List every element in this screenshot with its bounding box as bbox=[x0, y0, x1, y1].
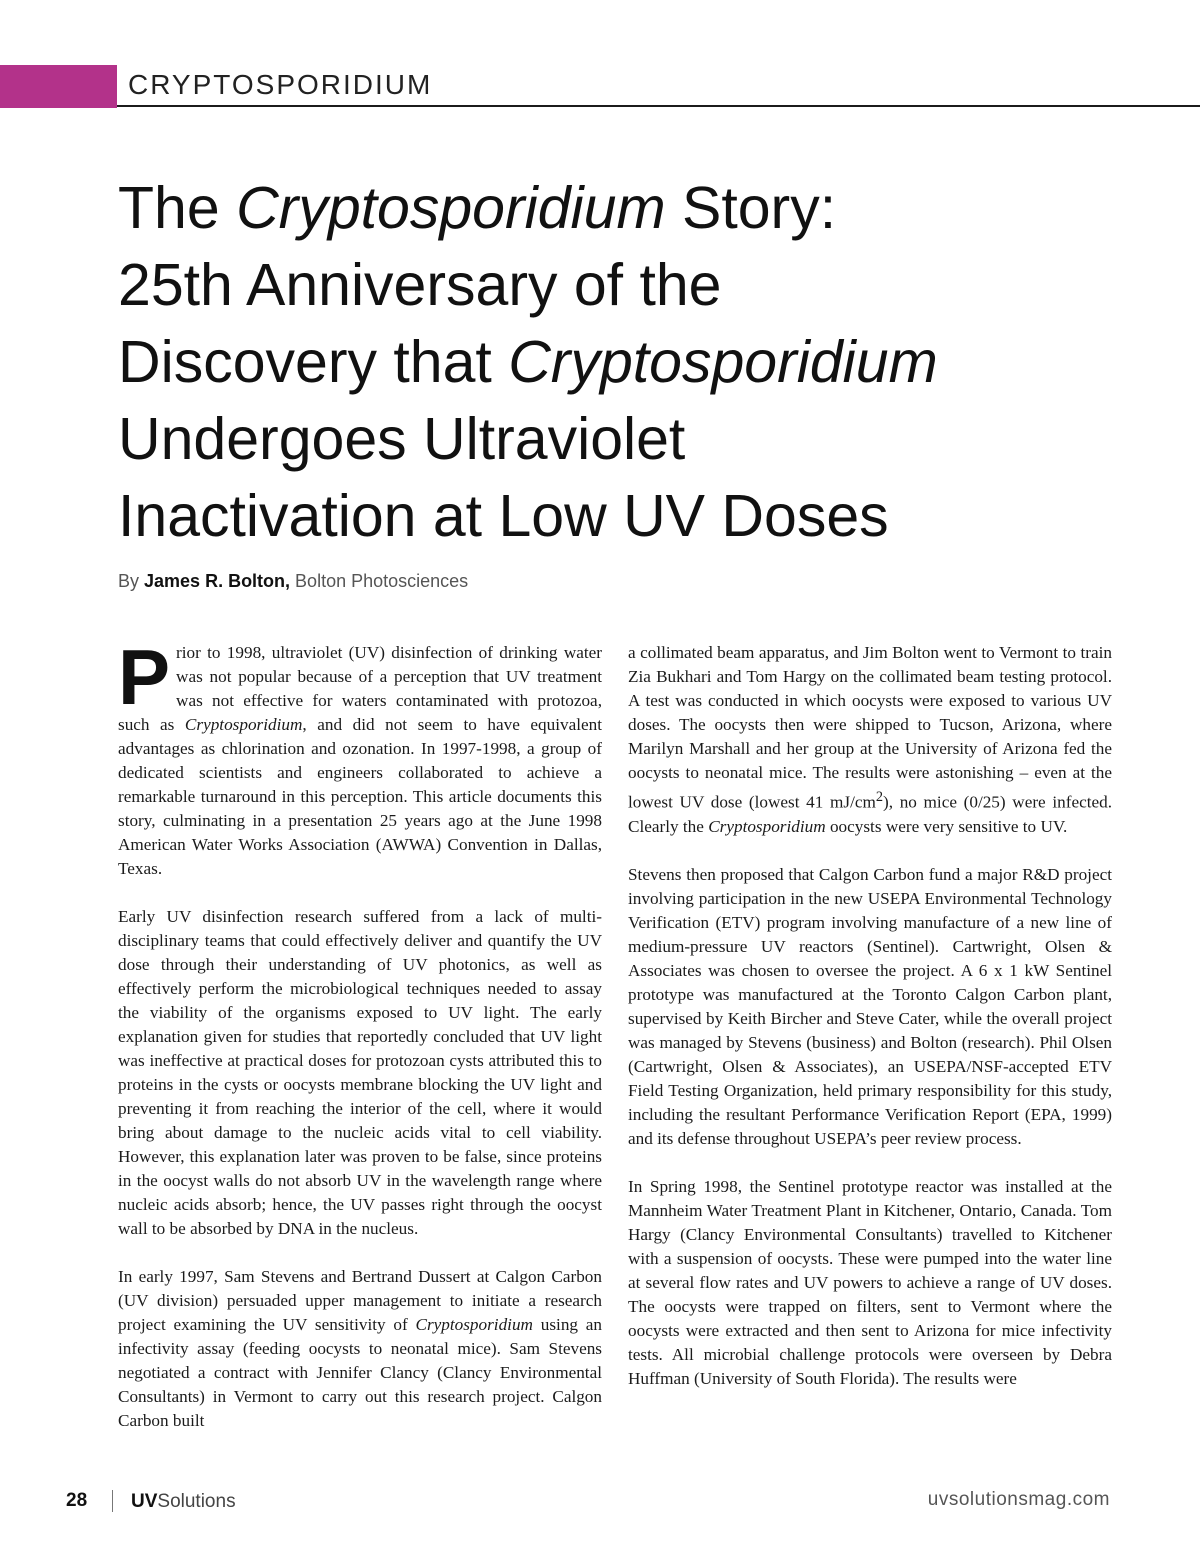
title-italic-term: Cryptosporidium bbox=[236, 175, 666, 241]
byline: By James R. Bolton, Bolton Photosciences bbox=[118, 571, 469, 591]
section-accent-bar bbox=[0, 65, 117, 108]
paragraph: In early 1997, Sam Stevens and Bertrand Dussert at Calgon Carbon (UV division) persuaded upper management to initiate a research project examining the UV sensitivity of Cryptosporidium using an infectivity assay (feeding oocysts to neonatal mice). Sam Stevens negotiated a contract with Jennifer Clancy (Clancy Environmental Consultants) in Vermont to carry out this research project. Calgon Carbon built bbox=[118, 1267, 603, 1430]
author-name: James R. Bolton, bbox=[144, 571, 291, 591]
paragraph: Early UV disinfection research suffered from a lack of multi-disciplinary teams that could effectively deliver and quantify the UV dose through their understanding of UV photonics, as well as effectively perform the microbiological techniques needed to assay the viability of the organisms exposed to UV light. The early explanation given for studies that reportedly concluded that UV light was ineffective at practical doses for protozoan cysts attributed this to proteins in the cysts or oocysts membrane blocking the UV light and preventing it from reaching the interior of the cell, where it would bring about damage to the nucleic acids vital to cell viability. However, this explanation later was proven to be false, since proteins in the oocyst walls do not absorb UV in the wavelength range where nucleic acids absorb; hence, the UV passes right through the oocyst wall to be absorbed by DNA in the nucleus. bbox=[118, 907, 602, 1238]
paragraph: a collimated beam apparatus, and Jim Bolton went to Vermont to train Zia Bukhari and Tom Hargy on the collimated beam testing protocol. A test was conducted in which oocysts were exposed to various UV doses. The oocysts then were shipped to Tucson, Arizona, where Marilyn Marshall and her group at the University of Arizona fed the oocysts to neonatal mice. The results were astonishing – even at the lowest UV dose (lowest 41 $mJ/cm^2$), no mice (0/25) were infected. Clearly the Cryptosporidium oocysts were very sensitive to UV. bbox=[628, 643, 1112, 836]
title-line-1: The Cryptosporidium Story: bbox=[118, 175, 837, 241]
paragraph: Prior to 1998, ultraviolet (UV) disinfection of drinking water was not popular because of a perception that UV treatment was not effective for waters contaminated with protozoa, such as Cryptosporidium, and did not seem to have equivalent advantages as chlorination and ozonation. In 1997-1998, a group of dedicated scientists and engineers collaborated to achieve a remarkable turnaround in this perception. This article documents this story, culminating in a presentation 25 years ago at the June 1998 American Water Works Association (AWWA) Convention in Dallas, Texas. bbox=[118, 633, 602, 878]
page-number: 28 bbox=[66, 1490, 88, 1511]
drop-cap: P bbox=[118, 633, 171, 721]
title-line-4: Undergoes Ultraviolet bbox=[118, 406, 686, 472]
author-affiliation: Bolton Photosciences bbox=[290, 571, 469, 591]
title-italic-term: Cryptosporidium bbox=[508, 329, 938, 395]
title-line-5: Inactivation at Low UV Doses bbox=[118, 483, 889, 549]
body-column-left bbox=[118, 633, 603, 1433]
body-column-right bbox=[628, 641, 1112, 1391]
section-divider bbox=[117, 105, 1200, 107]
article-title bbox=[118, 170, 1178, 555]
section-label: CRYPTOSPORIDIUM bbox=[128, 69, 433, 100]
publication-brand: UVSolutions bbox=[131, 1491, 236, 1512]
title-line-2: 25th Anniversary of the bbox=[118, 252, 722, 318]
paragraph: Stevens then proposed that Calgon Carbon fund a major R&D project involving participation in the new USEPA Environmental Technology Verification (ETV) program involving manufacture of a new line of medium-pressure UV reactors (Sentinel). Cartwright, Olsen & Associates was chosen to oversee the project. A 6 x 1 kW Sentinel prototype was manufactured at the Toronto Calgon Carbon plant, supervised by Keith Bircher and Steve Cater, while the overall project was managed by Stevens (business) and Bolton (research). Phil Olsen (Cartwright, Olsen & Associates), an USEPA/NSF-accepted ETV Field Testing Organization, held primary responsibility for this study, including the resultant Performance Verification Report (EPA, 1999) and its defense throughout USEPA’s peer review process. bbox=[628, 864, 1112, 1148]
paragraph: In Spring 1998, the Sentinel prototype reactor was installed at the Mannheim Water Treatment Plant in Kitchener, Ontario, Canada. Tom Hargy (Clancy Environmental Consultants) travelled to Kitchener with a suspension of oocysts. These were pumped into the water line at several flow rates and UV powers to achieve a range of UV doses. The oocysts were trapped on filters, sent to Vermont where the oocysts were extracted and then sent to Arizona for mice infectivity tests. All microbial challenge protocols were overseen by Debra Huffman (University of South Florida). The results were bbox=[628, 1176, 1112, 1388]
title-line-3: Discovery that Cryptosporidium bbox=[118, 329, 938, 395]
publication-url: uvsolutionsmag.com bbox=[927, 1489, 1110, 1510]
footer-divider bbox=[112, 1490, 113, 1512]
